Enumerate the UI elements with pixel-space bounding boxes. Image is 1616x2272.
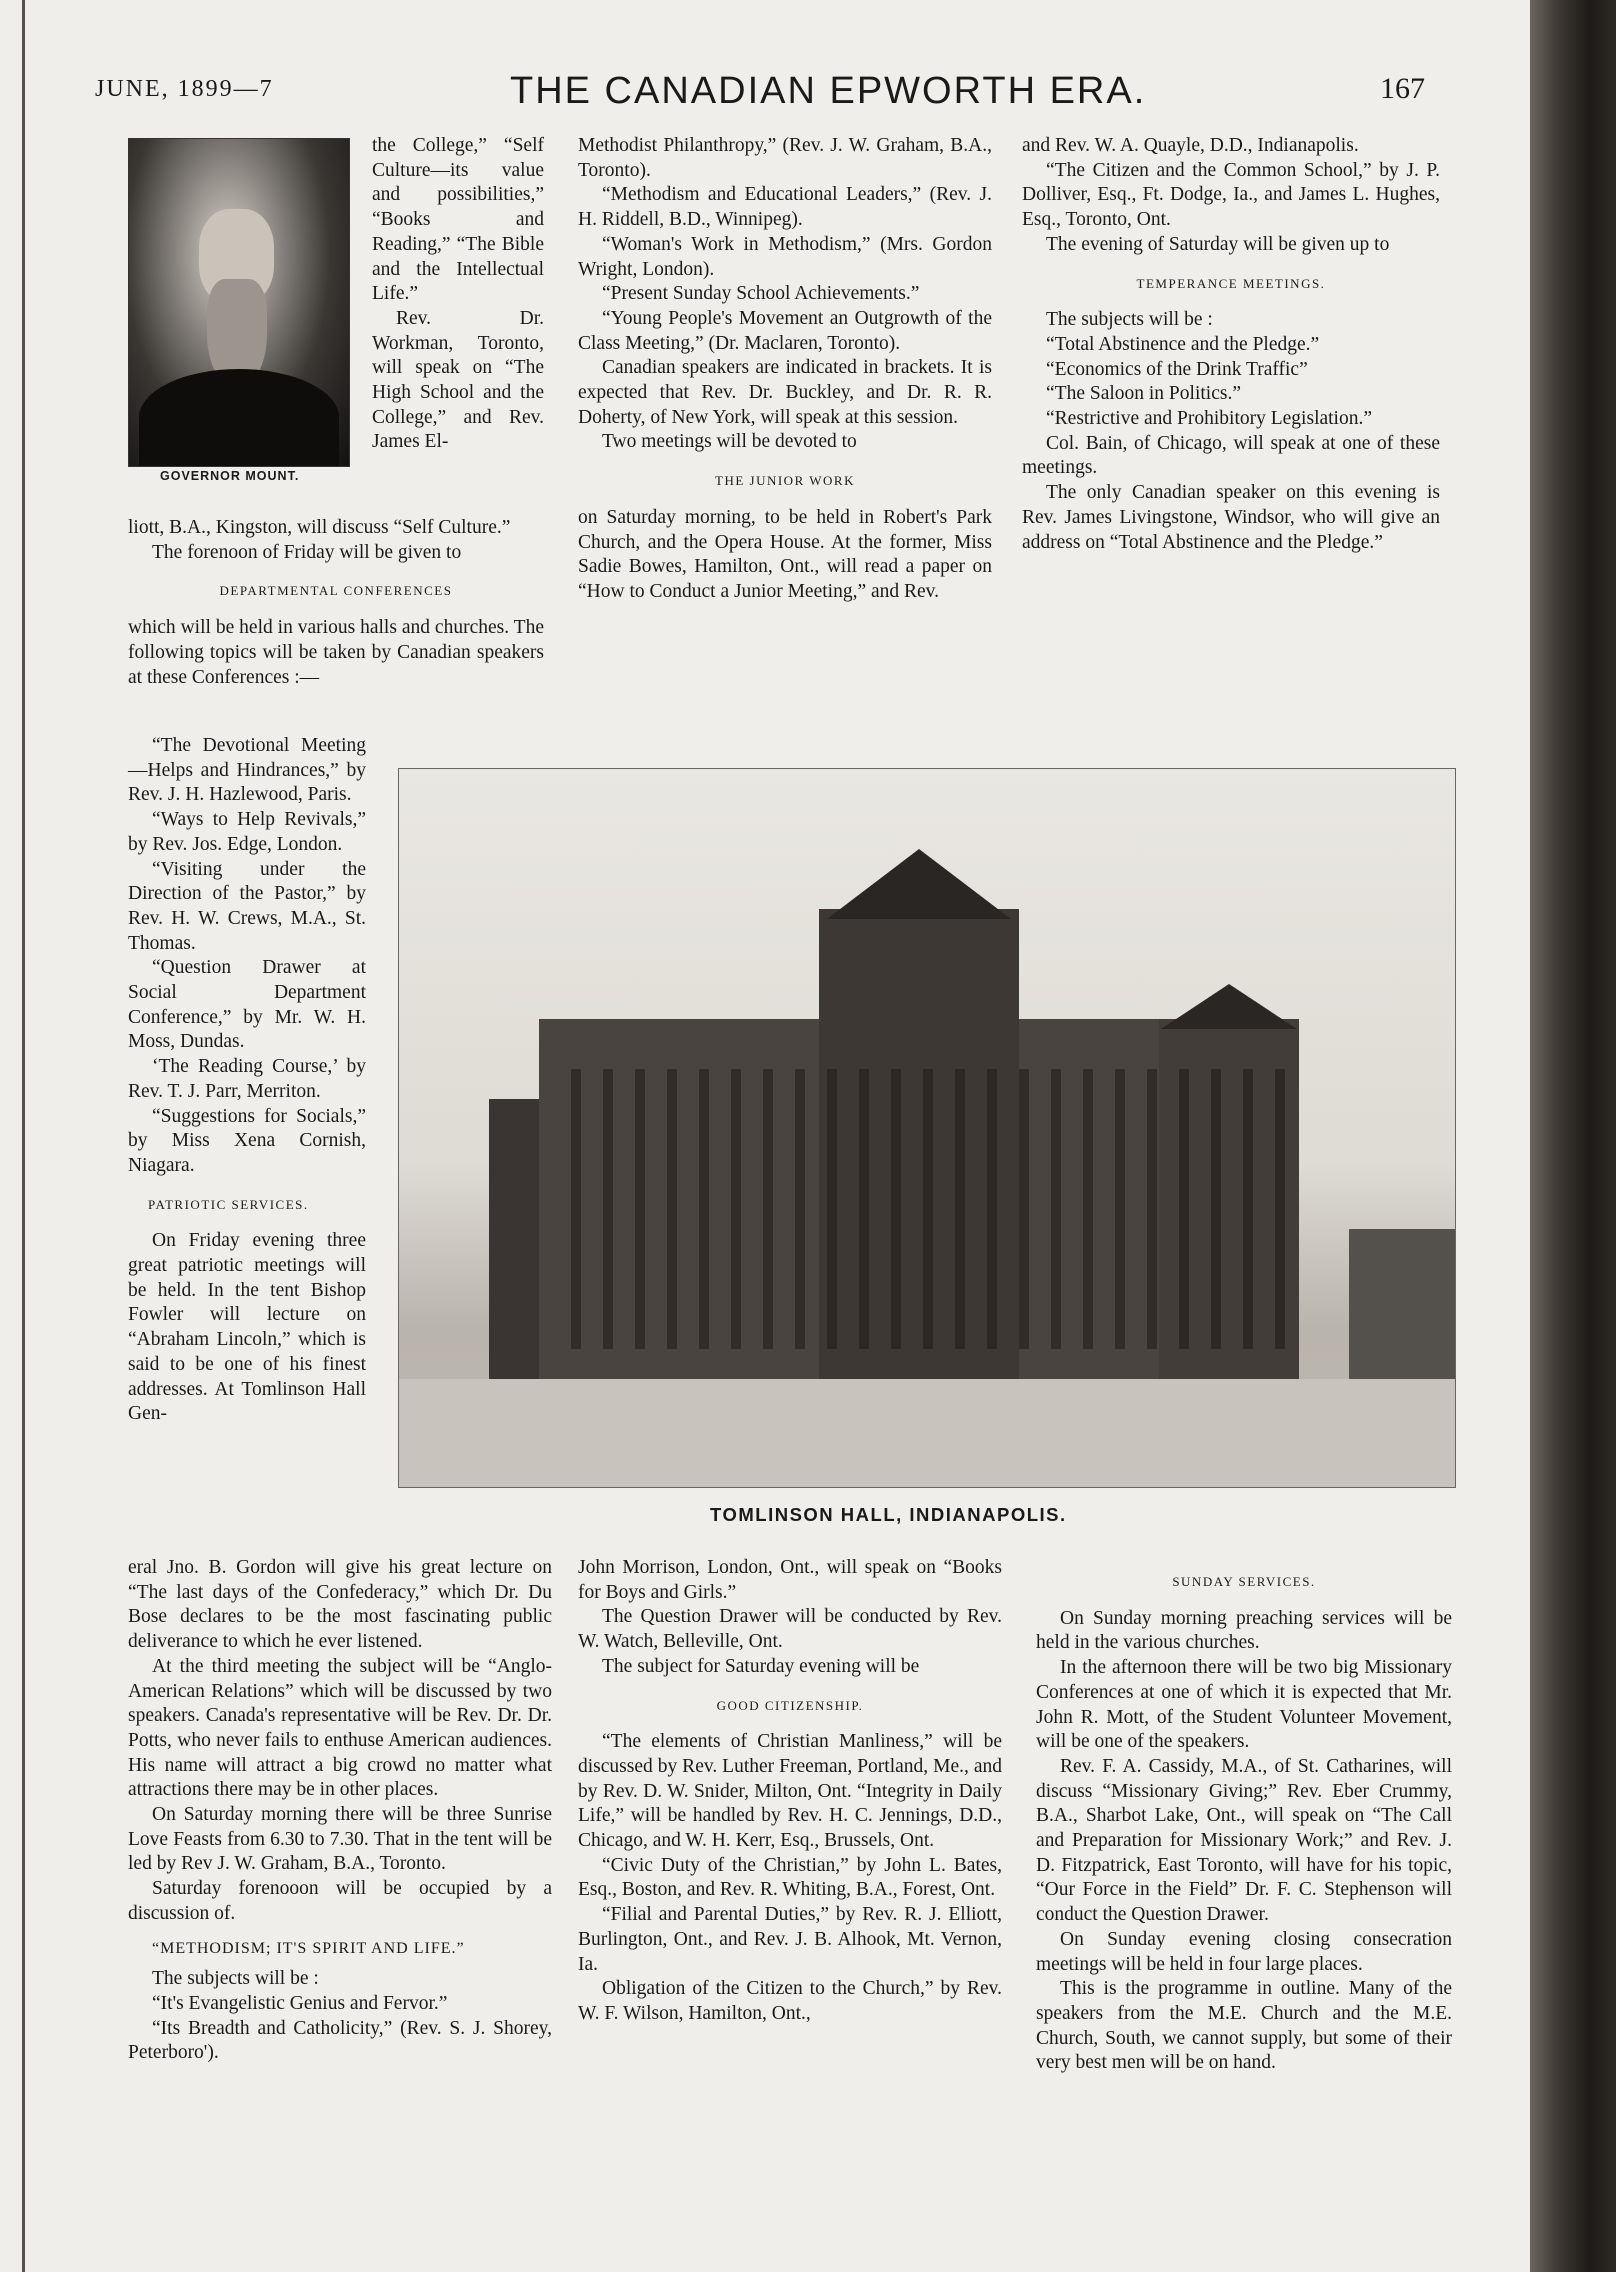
- list-item: “Suggestions for Socials,” by Miss Xena Cornish, Niagara.: [128, 1105, 366, 1176]
- paragraph: This is the programme in outline. Many of the speakers from the M.E. Church and the M.E. Church, South, we cannot supply, but some of their very best men will be on hand.: [1036, 1978, 1452, 2074]
- paragraph: eral Jno. B. Gordon will give his great lecture on “The last days of the Confederacy,” which Dr. Du Bose declares to be the most fascinating public deliverance to which he ever listened.: [128, 1557, 552, 1653]
- paragraph: The forenoon of Friday will be given to: [152, 541, 462, 563]
- col1-bottom: [128, 1556, 552, 2066]
- paragraph: “Civic Duty of the Christian,” by John L. Bates, Esq., Boston, and Rev. R. Whiting, B.A., Forest, Ont.: [578, 1854, 1002, 1901]
- paragraph: Canadian speakers are indicated in brackets. It is expected that Rev. Dr. Buckley, and Dr. R. R. Doherty, of New York, will speak at this session.: [578, 357, 992, 428]
- page-title: THE CANADIAN EPWORTH ERA.: [510, 70, 1147, 112]
- paragraph: Methodist Philanthropy,” (Rev. J. W. Graham, B.A., Toronto).: [578, 135, 992, 181]
- col1-narrow-mid: [128, 734, 366, 1427]
- paragraph: The evening of Saturday will be given up to: [1046, 233, 1390, 255]
- paragraph: Obligation of the Citizen to the Church,” by Rev. W. F. Wilson, Hamilton, Ont.,: [578, 1978, 1002, 2024]
- paragraph: “Present Sunday School Achievements.”: [602, 283, 920, 305]
- paragraph: “Its Breadth and Catholicity,” (Rev. S. J. Shorey, Peterboro').: [128, 2017, 552, 2064]
- paragraph: Rev. Dr. Workman, Toronto, will speak on “The High School and the College,” and Rev. James El-: [372, 307, 544, 453]
- section-heading-temperance: TEMPERANCE MEETINGS.: [1136, 275, 1326, 291]
- paragraph: The only Canadian speaker on this evening is Rev. James Livingstone, Windsor, who will give an address on “Total Abstinence and the Pledge.”: [1022, 482, 1440, 553]
- list-item: ‘The Reading Course,’ by Rev. T. J. Parr, Merriton.: [128, 1056, 366, 1102]
- photo-windows: [549, 1069, 1289, 1349]
- paragraph: In the afternoon there will be two big Missionary Conferences at one of which it is expected that Mr. John R. Mott, of the Student Volunteer Movement, will be one of the speakers.: [1036, 1657, 1452, 1753]
- paragraph: “Methodism and Educational Leaders,” (Rev. J. H. Riddell, B.D., Winnipeg).: [578, 184, 992, 231]
- paragraph: Col. Bain, of Chicago, will speak at one of these meetings.: [1022, 432, 1440, 479]
- photo-tomlinson-hall: [398, 768, 1456, 1488]
- col3-top: [1022, 134, 1440, 555]
- portrait-coat: [139, 369, 339, 466]
- paragraph: On Saturday morning there will be three Sunrise Love Feasts from 6.30 to 7.30. That in the tent will be led by Rev J. W. Graham, B.A., Toronto.: [128, 1804, 552, 1875]
- section-heading-sunday-services: SUNDAY SERVICES.: [1172, 1574, 1316, 1589]
- portrait-caption: GOVERNOR MOUNT.: [160, 469, 300, 483]
- paragraph: “Young People's Movement an Outgrowth of the Class Meeting,” (Dr. Maclaren, Toronto).: [578, 307, 992, 354]
- paragraph: On Sunday evening closing consecration meetings will be held in four large places.: [1036, 1928, 1452, 1975]
- list-item: “The Devotional Meeting—Helps and Hindrances,” by Rev. J. H. Hazlewood, Paris.: [128, 735, 366, 806]
- paragraph: “Filial and Parental Duties,” by Rev. R. J. Elliott, Burlington, Ont., and Rev. J. B. Alhook, Mt. Vernon, Ia.: [578, 1904, 1002, 1975]
- page-edge-shadow: [22, 0, 25, 2272]
- paragraph: liott, B.A., Kingston, will discuss “Self Culture.”: [128, 517, 511, 538]
- paragraph: “Economics of the Drink Traffic”: [1046, 358, 1308, 380]
- list-item: “Ways to Help Revivals,” by Rev. Jos. Edge, London.: [128, 809, 366, 855]
- paragraph: On Friday evening three great patriotic meetings will be held. In the tent Bishop Fowler will lecture on “Abraham Lincoln,” which is said to be one of his finest addresses. At Tomlinson Hall Gen-: [128, 1230, 366, 1425]
- paragraph: “The Citizen and the Common School,” by J. P. Dolliver, Esq., Ft. Dodge, Ia., and James L. Hughes, Esq., Toronto, Ont.: [1022, 159, 1440, 231]
- paragraph: “It's Evangelistic Genius and Fervor.”: [152, 1992, 448, 2014]
- paragraph: The Question Drawer will be conducted by Rev. W. Watch, Belleville, Ont.: [578, 1606, 1002, 1653]
- section-heading-patriotic: PATRIOTIC SERVICES.: [148, 1196, 309, 1212]
- photo-caption: TOMLINSON HALL, INDIANAPOLIS.: [710, 1504, 1067, 1525]
- paragraph: The subjects will be :: [1046, 309, 1213, 331]
- col2-top: [578, 134, 992, 605]
- paragraph: on Saturday morning, to be held in Robert's Park Church, and the Opera House. At the former, Miss Sadie Bowes, Hamilton, Ont., will read a paper on “How to Conduct a Junior Meeting,” and Rev.: [578, 506, 992, 602]
- paragraph: “The Saloon in Politics.”: [1046, 383, 1241, 405]
- paragraph: At the third meeting the subject will be “Anglo-American Relations” which will be discussed by two speakers. Canada's representative will be Rev. Dr. Dr. Potts, who never fails to enthuse American audiences. His name will attract a big crowd no matter what attractions there may be in other places.: [128, 1655, 552, 1801]
- paragraph: “Woman's Work in Methodism,” (Mrs. Gordon Wright, London).: [578, 233, 992, 280]
- paragraph: The subjects will be :: [152, 1968, 319, 1990]
- section-heading-junior-work: THE JUNIOR WORK: [715, 473, 855, 489]
- col1-wide-top: [128, 516, 544, 690]
- paragraph: the College,” “Self Culture—its value and possibilities,” “Books and Reading,” “The Bible and the Intellectual Life.”: [372, 135, 544, 305]
- paragraph: “The elements of Christian Manliness,” will be discussed by Rev. Luther Freeman, Portland, Me., and by Rev. D. W. Snider, Milton, Ont. “Integrity in Daily Life,” will be handled by Rev. H. C. Jennings, D.D., Chicago, and W. H. Kerr, Esq., Brussels, Ont.: [578, 1731, 1002, 1852]
- paragraph: The subject for Saturday evening will be: [602, 1655, 920, 1677]
- paragraph: and Rev. W. A. Quayle, D.D., Indianapolis.: [1022, 135, 1359, 156]
- col2-bottom: [578, 1556, 1002, 2027]
- list-item: “Question Drawer at Social Department Conference,” by Mr. W. H. Moss, Dundas.: [128, 957, 366, 1053]
- paragraph: Two meetings will be devoted to: [602, 431, 857, 453]
- list-item: “Visiting under the Direction of the Pastor,” by Rev. H. W. Crews, M.A., St. Thomas.: [128, 858, 366, 954]
- paragraph: “Total Abstinence and the Pledge.”: [1046, 333, 1320, 355]
- page-number: 167: [1380, 72, 1425, 105]
- col1-narrow-top: [372, 134, 544, 455]
- section-heading-methodism: “METHODISM; IT'S SPIRIT AND LIFE.”: [152, 1939, 465, 1957]
- paragraph: Saturday forenooon will be occupied by a discussion of.: [128, 1878, 552, 1924]
- photo-street: [399, 1379, 1455, 1487]
- paragraph: On Sunday morning preaching services will be held in the various churches.: [1036, 1607, 1452, 1654]
- section-heading-good-citizenship: GOOD CITIZENSHIP.: [716, 1697, 864, 1713]
- header-date: JUNE, 1899—7: [95, 76, 274, 102]
- paragraph: John Morrison, London, Ont., will speak on “Books for Boys and Girls.”: [578, 1557, 1002, 1603]
- paragraph: which will be held in various halls and churches. The following topics will be taken by Canadian speakers at these Conferences :—: [128, 617, 544, 688]
- book-binding: [1530, 0, 1616, 2272]
- photo-far-building: [1349, 1229, 1455, 1379]
- section-heading-departmental: DEPARTMENTAL CONFERENCES: [219, 583, 453, 599]
- paragraph: “Restrictive and Prohibitory Legislation.”: [1046, 408, 1373, 430]
- paragraph: Rev. F. A. Cassidy, M.A., of St. Catharines, will discuss “Missionary Giving;” Rev. Eber Crummy, B.A., Sharbot Lake, Ont., will speak on “The Call and Preparation for Missionary Work;” and Rev. J. D. Fitzpatrick, East Toronto, will have for his topic, “Our Force in the Field” Dr. F. C. Stephenson will conduct the Question Drawer.: [1036, 1755, 1452, 1926]
- portrait-governor-mount: [128, 138, 350, 467]
- col3-bottom: [1036, 1556, 1452, 2076]
